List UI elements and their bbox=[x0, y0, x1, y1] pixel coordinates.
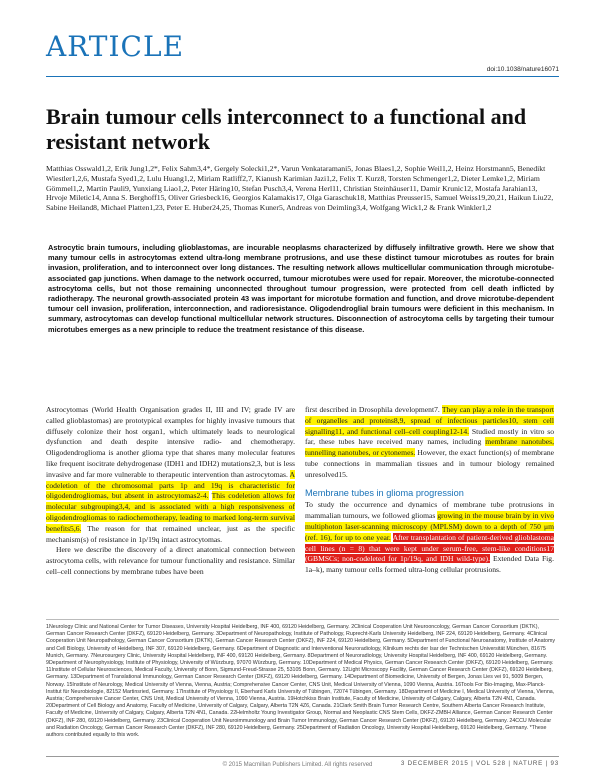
highlight-yellow[interactable]: growing in the mouse brain by in vivo multiphoton laser-scanning microscopy (MPLSM) down to a depth of 750 μm (ref. 16), for up to one year. bbox=[305, 511, 554, 542]
footnote-rule bbox=[46, 619, 559, 620]
author-list: Matthias Osswald1,2, Erik Jung1,2*, Felix Sahm3,4*, Gergely Solecki1,2*, Varun Venkataramani5, Jonas Blaes1,2, Sophie Weil1,2, Heinz Horstmann5, Benedikt Wiestler1,2,6, Mustafa Syed1,2, Lulu Huang1,2, Miriam Ratliff2,7, Kianush Karimian Jazi1,2, Felix T. Kurz8, Torsten Schmenger1,2, Dieter Lemke1,2, Miriam Gömmel1,2, Martin Pauli9, Yunxiang Liao1,2, Peter Häring10, Stefan Pusch3,4, Verena Herl11, Christian Steinhäuser11, Damir Krunic12, Mostafa Jarahian13, Hrvoje Miletic14, Anna S. Berghoff15, Oliver Griesbeck16, Georgios Kalamakis17, Olga Garaschuk18, Matthias Preusser15, Samuel Weiss19,20,21, Haikun Liu22, Sabine Heiland8, Michael Platten1,23, Peter E. Huber24,25, Thomas Kuner5, Andreas von Deimling3,4, Wolfgang Wick1,2 & Frank Winkler1,2 bbox=[46, 164, 554, 213]
highlight-red[interactable]: After transplantation of patient-derived glioblastoma cell lines (n = 8) that were kept under serum-free, stem-like conditions17 (GBMSCs; non-codeleted for 1p/19q, and IDH wild-type). bbox=[305, 532, 554, 564]
body-text: However, the exact function(s) of membrane tube connections in mammalian tissues and in tumour biology remained unresolved15. bbox=[305, 448, 554, 479]
body-text: first described in Drosophila development7. bbox=[305, 405, 442, 414]
article-title: Brain tumour cells interconnect to a functional and resistant network bbox=[46, 104, 527, 154]
body-paragraph bbox=[46, 405, 295, 545]
article-section-label: ARTICLE bbox=[46, 30, 185, 63]
section-heading: Membrane tubes in glioma progression bbox=[305, 487, 464, 498]
body-paragraph bbox=[305, 500, 554, 576]
body-column-right bbox=[305, 405, 554, 576]
body-paragraph bbox=[305, 405, 554, 481]
body-column-left bbox=[46, 405, 295, 578]
highlight-yellow[interactable]: membrane nanotubes, tunnelling nanotubes, or cytonemes. bbox=[305, 437, 554, 458]
body-text: Astrocytomas (World Health Organisation grades II, III and IV; grade IV are called glioblastomas) are prototypical examples for highly invasive tumours that diffusely colonize their host organ1, which ultimately leads to neurological dysfunction and death despite intensive radio- and chemotherapy. Oligodendroglioma is another glioma type that shares many molecular features like frequent isocitrate dehydrogenase (IDH1 and IDH2) mutations2,3, but is less invasive and far more vulnerable to therapeutic intervention than astrocytomas. bbox=[46, 405, 295, 479]
highlight-yellow[interactable]: This codeletion allows for molecular subgrouping3,4, and is associated with a high responsiveness of oligodendrogliomas to radiochemotherapy, leading to marked long-term survival benefits5,6. bbox=[46, 491, 295, 533]
copyright-notice: © 2015 Macmillan Publishers Limited. All rights reserved bbox=[222, 762, 373, 768]
affiliation-footnotes: 1Neurology Clinic and National Center for Tumor Diseases, University Hospital Heidelberg, INF 400, 69120 Heidelberg, Germany. 2Clinical Cooperation Unit Neurooncology, German Cancer Consortium (DKTK), German Cancer Research Center (DKFZ), 69120 Heidelberg, Germany. 3Department of Neuropathology, Institute of Pathology, Ruprecht-Karls University Heidelberg, INF 224, 69120 Heidelberg, Germany. 4Clinical Cooperation Unit Neuropathology, German Cancer Consortium (DKTK), German Cancer Research Center (DKFZ), INF 224, 69120 Heidelberg, Germany. 5Department of Functional Neuroanatomy, Institute of Anatomy and Cell Biology, University of Heidelberg, INF 307, 69120 Heidelberg, Germany. 6Department of Diagnostic and Interventional Neuroradiology, Klinikum rechts der Isar der Technischen Universität München, 81675 Munich, Germany. 7Neurosurgery Clinic, University Hospital Heidelberg, INF 400, 69120 Heidelberg, Germany. 8Department of Neuroradiology, University Hospital Heidelberg, INF 400, 69120 Heidelberg, Germany. 9Department of Neurophysiology, Institute of Physiology, University of Würzburg, 97070 Würzburg, Germany. 10Department of Medical Physics, German Cancer Research Center (DKFZ), 69120 Heidelberg, Germany. 11Institute of Cellular Neurosciences, Medical Faculty, University of Bonn, Sigmund-Freud-Strasse 25, 53105 Bonn, Germany. 12Light Microscopy Facility, German Cancer Research Center (DKFZ), 69120 Heidelberg, Germany. 13Department of Translational Immunology, German Cancer Research Center (DKFZ), 69120 Heidelberg, Germany. 14Department of Biomedicine, University of Bergen, Jonas Lies vei 91, 5009 Bergen, Norway. 15Institute of Neurology, Medical University of Vienna, Vienna, Austria; Comprehensive Cancer Center, CNS Unit, Medical University of Vienna, 1090 Vienna, Austria. 16Tools For Bio-Imaging, Max-Planck-Institut für Neurobiologie, 82152 Martinsried, Germany. 17Institute of Physiology II, Eberhard Karls University of Tübingen, 72074 Tübingen, Germany. 18Department of Medicine I, Medical University of Vienna, Vienna, Austria; Comprehensive Cancer Center, CNS Unit, Medical University of Vienna, 1090 Vienna, Austria. 19Hotchkiss Brain Institute, Faculty of Medicine, University of Calgary, Calgary, Alberta T2N 4N1, Canada. 20Department of Cell Biology and Anatomy, Faculty of Medicine, University of Calgary, Calgary, Alberta T2N 4Z6, Canada. 21Clark Smith Brain Tumor Research Centre, Southern Alberta Cancer Research Institute, Faculty of Medicine, University of Calgary, Calgary, Alberta T2N 4N1, Canada. 22Helmholtz Young Investigator Group, Normal and Neoplastic CNS Stem Cells, DKFZ-ZMBH Alliance, German Cancer Research Center (DKFZ), INF 280, 69120 Heidelberg, Germany. 23Clinical Cooperation Unit Neuroimmunology and Brain Tumor Immunology, German Cancer Research Center (DKFZ), 69120 Heidelberg, Germany. 24CCU Molecular and Radiation Oncology, German Cancer Research Center (DKFZ), INF 280, 69120 Heidelberg, Germany. 25Department of Radiation Oncology, University Hospital Heidelberg, 69120 Heidelberg, Germany. *These authors contributed equally to this work. bbox=[46, 624, 556, 739]
header-rule bbox=[46, 76, 559, 77]
highlight-yellow[interactable]: They can play a role in the transport of organelles and proteins8,9, spread of infectious particles10, stem cell signalling11, and functional cell–cell coupling12-14. bbox=[305, 405, 554, 436]
body-text: The reason for that remained unclear, just as the specific mechanism(s) of resistance in 1p/19q intact astrocytomas. bbox=[46, 523, 295, 544]
body-text: Extended Data Fig. 1a–k), many tumour cells formed ultra-long cellular protrusions. bbox=[305, 554, 554, 575]
highlight-yellow[interactable]: A codeletion of the chromosomal parts 1p and 19q is characteristic for oligodendrogliomas, but absent in astrocytomas2-4. bbox=[46, 469, 295, 501]
body-text: Studied mostly in vitro so far, these tubes have received many names, including bbox=[305, 426, 554, 447]
abstract: Astrocytic brain tumours, including glioblastomas, are incurable neoplasms characterized by diffusely infiltrative growth. Here we show that many tumour cells in astrocytomas extend ultra-long membrane protrusions, and use these distinct tumour microtubes as routes for brain invasion, proliferation, and to interconnect over long distances. The resulting network allows multicellular communication through microtube-associated gap junctions. When damage to the network occurred, tumour microtubes were used for repair. Moreover, the microtube-connected astrocytoma cells, but not those remaining unconnected throughout tumour progression, were protected from cell death inflicted by radiotherapy. The neuronal growth-associated protein 43 was important for microtube formation and function, and drove microtube-dependent tumour cell invasion, proliferation, interconnection, and radioresistance. Oligodendroglial brain tumours were deficient in this mechanism. In summary, astrocytomas can develop functional multicellular network structures. Disconnection of astrocytoma cells by targeting their tumour microtubes emerges as a new principle to reduce the treatment resistance of this disease. bbox=[48, 243, 554, 334]
footer-rule bbox=[46, 756, 559, 757]
page-footer: 3 DECEMBER 2015 | VOL 528 | NATURE | 93 bbox=[400, 760, 559, 767]
body-paragraph: Here we describe the discovery of a direct anatomical connection between astrocytoma cells, with relevance for tumour functionality and resistance. Similar cell–cell connections by membrane tubes have been bbox=[46, 545, 295, 576]
doi-label[interactable]: doi:10.1038/nature16071 bbox=[486, 66, 559, 73]
body-text: To study the occurrence and dynamics of membrane tube protrusions in mammalian tumours, we followed gliomas bbox=[305, 500, 554, 521]
